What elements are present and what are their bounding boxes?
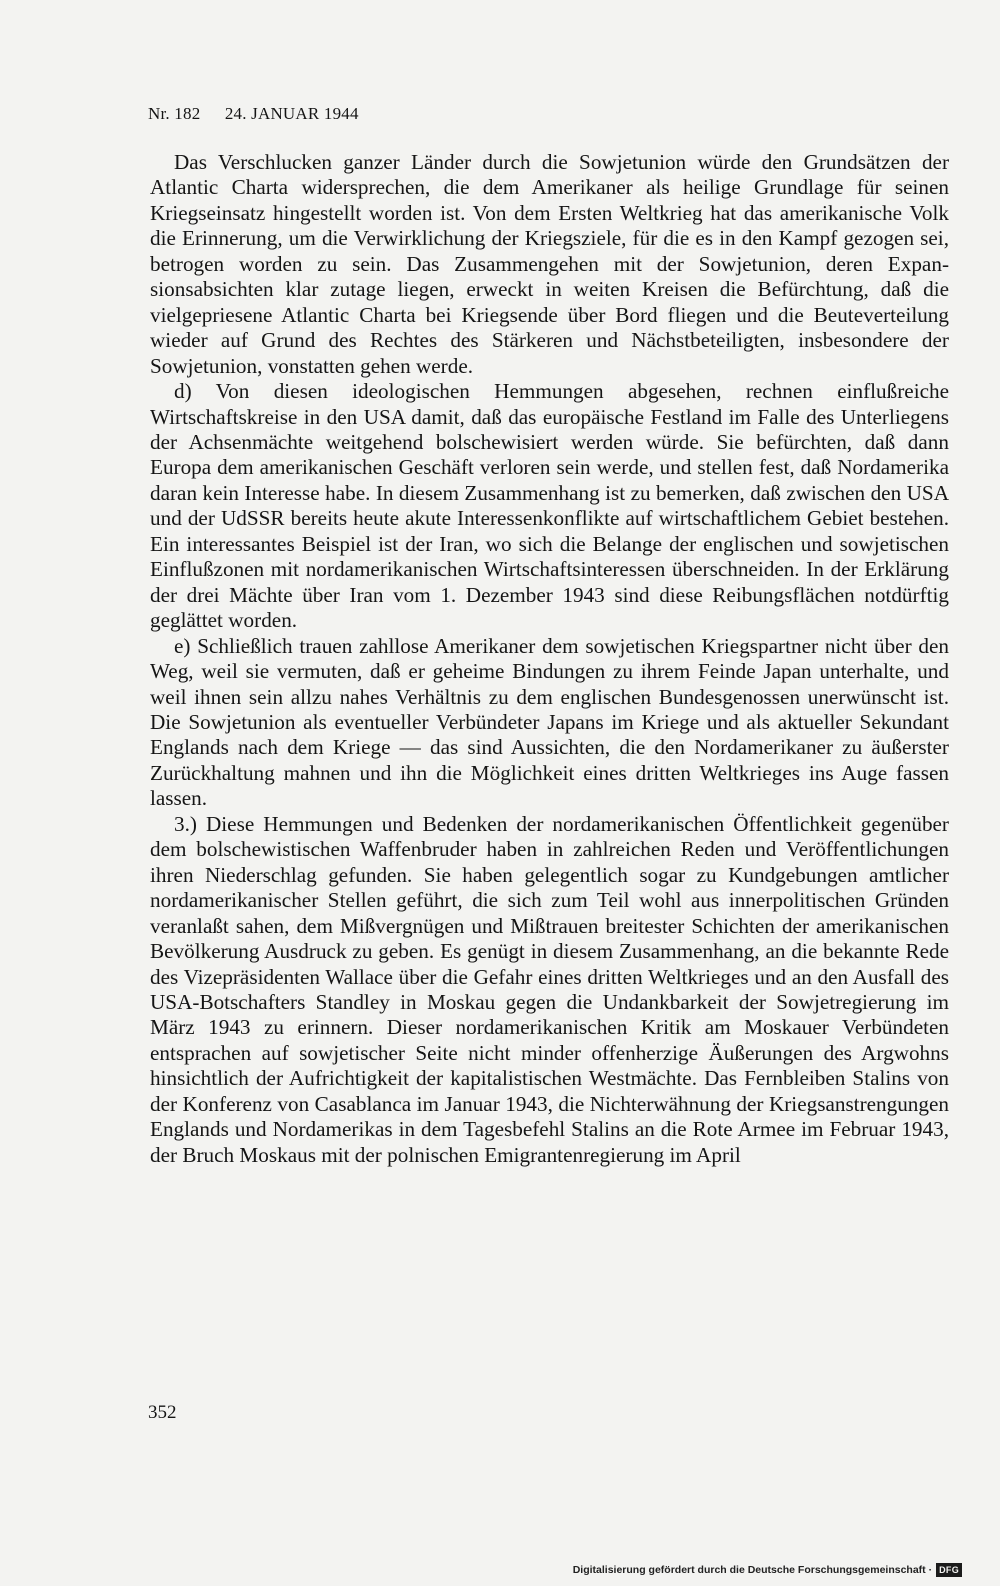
- page-header: [148, 104, 359, 124]
- credit-text: Digitalisierung gefördert durch die Deutsche Forschungsgemeinschaft ·: [572, 1564, 933, 1576]
- dfg-logo: DFG: [936, 1563, 962, 1577]
- body-text: [150, 150, 949, 1168]
- paragraph-e-distrust: e) Schließlich trauen zahllose Amerikaner dem sowjetischen Kriegspartner nicht über den Weg, weil sie vermuten, daß er geheime Bindungen zu ihrem Feinde Japan unterhalte, und weil ihnen sein allzu nahes Verhältnis zu dem englischen Bundesgenossen unerwünscht ist. Die Sowjetunion als eventueller Verbündeter Japans im Kriege und als aktueller Sekundant Englands nach dem Kriege — das sind Aussichten, die den Nordamerikaner zu äußerster Zurückhaltung mahnen und ihn die Möglichkeit eines dritten Weltkrieges ins Auge fassen lassen.: [150, 633, 949, 811]
- page-number: 352: [148, 1402, 177, 1423]
- paragraph-atlantic-charta: Das Verschlucken ganzer Länder durch die Sowjetunion würde den Grundsätzen der Atlantic Charta widersprechen, die dem Amerikaner als heilige Grundlage für seinen Kriegseinsatz hingestellt worden ist. Von dem Ersten Weltkrieg hat das amerikanische Volk die Erinnerung, um die Verwirklichung der Kriegsziele, für die es in den Kampf gezogen sei, betrogen worden zu sein. Das Zusammengehen mit der Sowjetunion, deren Expansionsabsichten klar zutage liegen, erweckt in weiten Kreisen die Befürchtung, daß die vielgepriesene Atlantic Charta bei Kriegsende über Bord fliegen und die Beuteverteilung wieder auf Grund des Rechtes des Stärkeren und Nächstbeteiligten, insbesondere der Sowjetunion, vonstatten gehen werde.: [150, 150, 949, 378]
- paragraph-d-economic-circles: d) Von diesen ideologischen Hemmungen abgesehen, rechnen einflußreiche Wirtschaftskreise in den USA damit, daß das europäische Festland im Falle des Unterliegens der Achsenmächte weitgehend bolschewisiert werden würde. Sie befürchten, daß dann Europa dem amerikanischen Geschäft verloren sein werde, und stellen fest, daß Nordamerika daran kein Interesse habe. In diesem Zusammenhang ist zu bemerken, daß zwischen den USA und der UdSSR bereits heute akute Interessenkonflikte auf wirtschaftlichem Gebiet bestehen. Ein interessantes Beispiel ist der Iran, wo sich die Belange der englischen und sowjetischen Einflußzonen mit nordamerikanischen Wirtschaftsinteressen überschneiden. In der Erklärung der drei Mächte über Iran vom 1. Dezember 1943 sind diese Reibungsflächen notdürftig geglättet worden.: [150, 379, 949, 633]
- paragraph-3-public-opinion: 3.) Diese Hemmungen und Bedenken der nordamerikanischen Öffentlichkeit gegenüber dem bolschewistischen Waffenbruder haben in zahlreichen Reden und Veröffentlichungen ihren Niederschlag gefunden. Sie haben gelegentlich sogar zu Kundgebungen amtlicher nordamerikanischer Stellen geführt, die sich zum Teil wohl aus innerpolitischen Gründen veranlaßt sahen, dem Mißvergnügen und Mißtrauen breitester Schichten der amerikanischen Bevölkerung Ausdruck zu geben. Es genügt in diesem Zusammenhang, an die bekannte Rede des Vizepräsidenten Wallace über die Gefahr eines dritten Weltkrieges und an den Ausfall des USA-Botschafters Standley in Moskau gegen die Undankbarkeit der Sowjetregierung im März 1943 zu erinnern. Dieser nordamerikanischen Kritik am Moskauer Verbündeten entsprachen auf sowjetischer Seite nicht minder offenherzige Äußerungen des Argwohns hinsichtlich der Aufrichtigkeit der kapitalistischen Westmächte. Das Fernbleiben Stalins von der Konferenz von Casablanca im Januar 1943, die Nichterwähnung der Kriegsanstrengungen Englands und Nordamerikas in dem Tagesbefehl Stalins an die Rote Armee im Februar 1943, der Bruch Moskaus mit der polnischen Emigrantenregierung im April: [150, 811, 949, 1167]
- digitization-credit: [573, 1563, 962, 1577]
- document-number: Nr. 182: [148, 104, 201, 123]
- document-date: 24. JANUAR 1944: [224, 104, 359, 123]
